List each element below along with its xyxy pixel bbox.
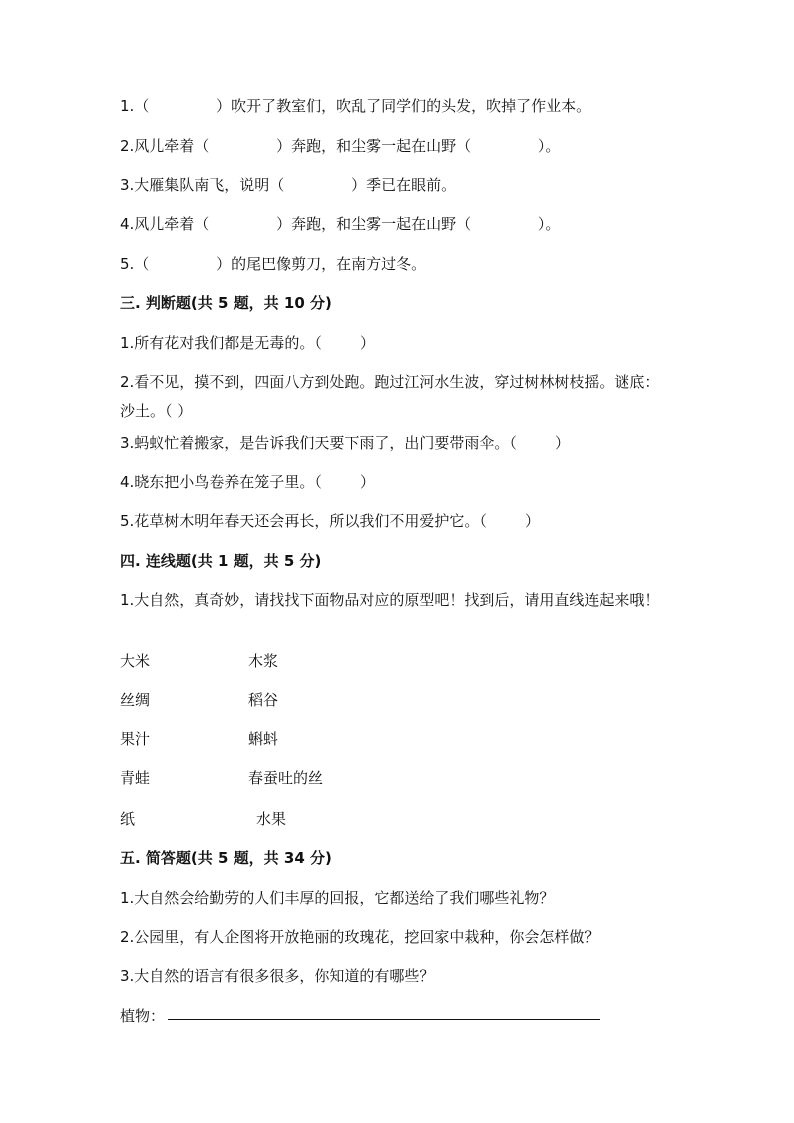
fill-blank-4: 4.风儿牵着（ ）奔跑，和尘雾一起在山野（ ）。 xyxy=(120,215,561,233)
match-right-3: 蝌蚪 xyxy=(248,730,279,748)
fill-blank-5: 5.（ ）的尾巴像剪刀，在南方过冬。 xyxy=(120,255,427,273)
short-answer-1: 1.大自然会给勤劳的人们丰厚的回报，它都送给了我们哪些礼物？ xyxy=(120,889,555,907)
answer-line[interactable] xyxy=(168,1019,600,1020)
fill-blank-2: 2.风儿牵着（ ）奔跑，和尘雾一起在山野（ ）。 xyxy=(120,137,561,155)
judge-item-3: 3.蚂蚁忙着搬家，是告诉我们天要下雨了，出门要带雨伞。（ ） xyxy=(120,434,570,452)
judge-item-5: 5.花草树木明年春天还会再长，所以我们不用爱护它。（ ） xyxy=(120,512,540,530)
section4-heading: 四. 连线题(共 1 题，共 5 分) xyxy=(120,552,322,570)
match-left-3: 果汁 xyxy=(120,730,151,748)
answer-label-plants: 植物： xyxy=(120,1007,166,1025)
match-left-1: 大米 xyxy=(120,652,151,670)
match-left-4: 青蛙 xyxy=(120,769,151,787)
judge-item-1: 1.所有花对我们都是无毒的。（ ） xyxy=(120,334,375,352)
section3-heading: 三. 判断题(共 5 题，共 10 分) xyxy=(120,294,332,312)
section5-heading: 五. 简答题(共 5 题，共 34 分) xyxy=(120,849,332,867)
judge-item-2: 2.看不见，摸不到，四面八方到处跑。跑过江河水生波，穿过树林树枝摇。谜底：沙土。（ ） xyxy=(120,373,660,420)
matching-question: 1.大自然，真奇妙，请找找下面物品对应的原型吧！找到后，请用直线连起来哦！ xyxy=(120,591,660,609)
fill-blank-1: 1.（ ）吹开了教室们，吹乱了同学们的头发，吹掉了作业本。 xyxy=(120,97,592,115)
short-answer-3: 3.大自然的语言有很多很多，你知道的有哪些？ xyxy=(120,967,435,985)
fill-blank-3: 3.大雁集队南飞，说明（ ）季已在眼前。 xyxy=(120,176,457,194)
match-right-5: 水果 xyxy=(256,810,287,828)
match-left-2: 丝绸 xyxy=(120,691,151,709)
short-answer-2: 2.公园里，有人企图将开放艳丽的玫瑰花，挖回家中栽种，你会怎样做？ xyxy=(120,928,600,946)
match-right-4: 春蚕吐的丝 xyxy=(248,769,324,787)
match-right-1: 木浆 xyxy=(248,652,279,670)
match-right-2: 稻谷 xyxy=(248,691,279,709)
match-left-5: 纸 xyxy=(120,810,136,828)
judge-item-4: 4.晓东把小鸟卷养在笼子里。（ ） xyxy=(120,473,375,491)
